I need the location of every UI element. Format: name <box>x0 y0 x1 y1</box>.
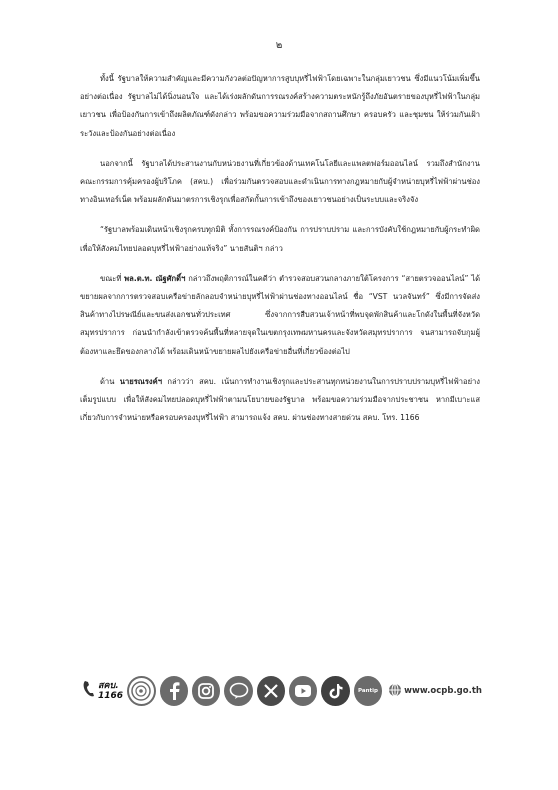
ocpb-brand-logo <box>82 679 123 703</box>
paragraph-1: ทั้งนี้ รัฐบาลให้ความสำคัญและมีความกังวลต่อปัญหาการสูบบุหรี่ไฟฟ้าโดยเฉพาะในกลุ่มเยาวชน ซึ่งมีแนวโน้มเพิ่มขึ้นอย่างต่อเนื่อง รัฐบาลไม่ได้นิ่งนอนใจ และได้เร่งผลักดันการรณรงค์สร้างความตระหนักรู้ถึงภัยอันตรายของบุหรี่ไฟฟ้าในกลุ่มเยาวชน เพื่อป้องกันการเข้าถึงผลิตภัณฑ์ดังกล่าว พร้อมขอความร่วมมือจากสถานศึกษา ครอบครัว และชุมชน ให้ร่วมกันเฝ้าระวังและป้องกันอย่างต่อเนื่อง <box>80 74 480 138</box>
paragraph-5-lead: ด้าน <box>100 376 120 386</box>
facebook-icon[interactable] <box>160 676 188 706</box>
hotline-number: 1166 <box>98 691 124 701</box>
document-body <box>80 70 480 439</box>
paragraph-5-text: กล่าวว่า สคบ. เน้นการทำงานเชิงรุกและประสานทุกหน่วยงานในการปราบปรามบุหรี่ไฟฟ้าอย่างเต็มรูปแบบ เพื่อให้สังคมไทยปลอดบุหรี่ไฟฟ้าตามนโยบายของรัฐบาล พร้อมขอความร่วมมือจากประชาชน หากมีเบาะแสเกี่ยวกับการจำหน่ายหรือครอบครองบุหรี่ไฟฟ้า สามารถแจ้ง สคบ. ผ่านช่องทางสายด่วน สคบ. โทร. 1166 <box>80 376 480 423</box>
phone-icon <box>82 679 96 703</box>
instagram-icon[interactable] <box>192 676 220 706</box>
brand-name: สคบ. <box>98 681 119 691</box>
tiktok-icon[interactable] <box>321 676 349 706</box>
paragraph-5 <box>80 373 480 428</box>
speaker-name-natthasak: พล.ต.ท. ณัฐศักดิ์ฯ <box>124 273 186 283</box>
page-number: ๒ <box>275 40 283 51</box>
ocpb-seal-icon[interactable] <box>127 676 156 706</box>
website-link[interactable] <box>388 682 482 701</box>
speaker-name-ronnarong: นายรณรงค์ฯ <box>119 376 162 386</box>
youtube-icon[interactable] <box>289 676 317 706</box>
paragraph-quote: “รัฐบาลพร้อมเดินหน้าเชิงรุกครบทุกมิติ ทั้งการรณรงค์ป้องกัน การปราบปราม และการบังคับใช้กฎหมายกับผู้กระทำผิด เพื่อให้สังคมไทยปลอดบุหรี่ไฟฟ้าอย่างแท้จริง” นายสันติฯ กล่าว <box>80 225 480 253</box>
paragraph-4-lead: ขณะที่ <box>100 273 125 283</box>
x-icon[interactable] <box>257 676 285 706</box>
line-icon[interactable] <box>224 676 252 706</box>
globe-icon <box>388 682 402 701</box>
pantip-label: Pantip <box>357 688 378 694</box>
footer-social-bar <box>82 672 482 710</box>
paragraph-4-text: กล่าวถึงพฤติการณ์ในคดีว่า ตำรวจสอบสวนกลางภายใต้โครงการ “สายตรวจออนไลน์” ได้ขยายผลจากการตรวจสอบเครือข่ายลักลอบจำหน่ายบุหรี่ไฟฟ้าผ่านช่องทางออนไลน์ ชื่อ “VST นวลจันทร์” ซึ่งมีการจัดส่งสินค้าทางไปรษณีย์และขนส่งเอกชนทั่วประเทศ ซึ่งจากการสืบสวนเจ้าหน้าที่พบจุดพักสินค้าและโกดังในพื้นที่จังหวัดสมุทรปราการ ก่อนนำกำลังเข้าตรวจค้นพื้นที่หลายจุดในเขตกรุงเทพมหานครและจังหวัดสมุทรปราการ จนสามารถจับกุมผู้ต้องหาและยึดของกลางได้ พร้อมเดินหน้าขยายผลไปยังเครือข่ายอื่นที่เกี่ยวข้องต่อไป <box>80 273 481 356</box>
paragraph-4 <box>80 270 480 361</box>
website-url[interactable]: www.ocpb.go.th <box>404 686 482 696</box>
paragraph-2: นอกจากนี้ รัฐบาลได้ประสานงานกับหน่วยงานที่เกี่ยวข้องด้านเทคโนโลยีและแพลตฟอร์มออนไลน์ รวมถึงสำนักงานคณะกรรมการคุ้มครองผู้บริโภค (สคบ.) เพื่อร่วมกันตรวจสอบและดำเนินการทางกฎหมายกับผู้จำหน่ายบุหรี่ไฟฟ้าผ่านช่องทางอินเทอร์เน็ต พร้อมผลักดันมาตรการเชิงรุกเพื่อสกัดกั้นการเข้าถึงของเยาวชนอย่างเป็นระบบและจริงจัง <box>80 158 480 205</box>
pantip-icon[interactable] <box>354 676 382 706</box>
